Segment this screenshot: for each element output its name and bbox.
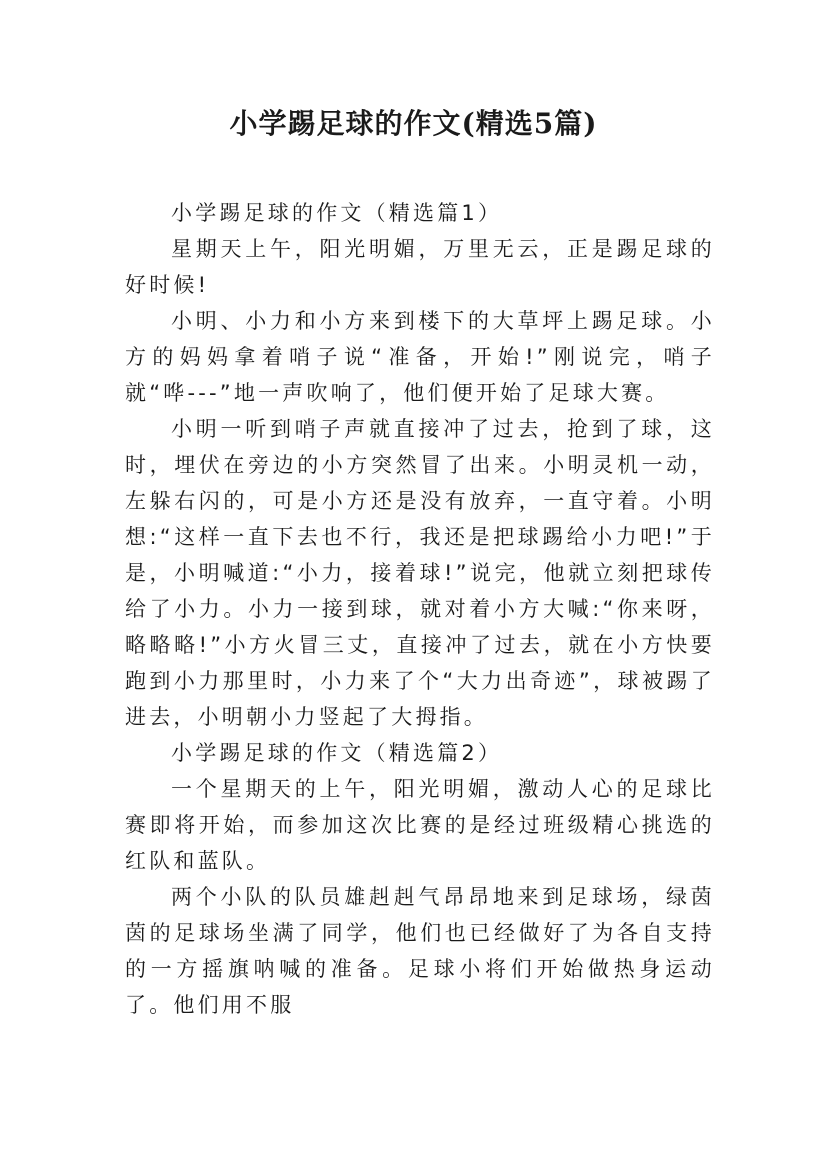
paragraph: 两个小队的队员雄赳赳气昂昂地来到足球场，绿茵茵的足球场坐满了同学，他们也已经做好了为各自支持的一方摇旗呐喊的准备。足球小将们开始做热身运动了。他们用不服 <box>125 885 715 1017</box>
paragraph: 小明、小力和小方来到楼下的大草坪上踢足球。小方的妈妈拿着哨子说“准备，开始!”刚说完，哨子就“哗---”地一声吹响了，他们便开始了足球大赛。 <box>125 309 715 405</box>
paragraph: 小明一听到哨子声就直接冲了过去，抢到了球，这时，埋伏在旁边的小方突然冒了出来。小明灵机一动，左躲右闪的，可是小方还是没有放弃，一直守着。小明想:“这样一直下去也不行，我还是把球踢给小力吧!”于是，小明喊道:“小力，接着球!”说完，他就立刻把球传给了小力。小力一接到球，就对着小方大喊:“你来呀，略略略!”小方火冒三丈，直接冲了过去，就在小方快要跑到小力那里时，小力来了个“大力出奇迹”，球被踢了进去，小明朝小力竖起了大拇指。 <box>125 417 715 729</box>
paragraph: 一个星期天的上午，阳光明媚，激动人心的足球比赛即将开始，而参加这次比赛的是经过班级精心挑选的红队和蓝队。 <box>125 777 715 873</box>
paragraph: 星期天上午，阳光明媚，万里无云，正是踢足球的好时候! <box>125 237 715 297</box>
document-title: 小学踢足球的作文(精选5篇) <box>229 107 598 140</box>
section-heading-1: 小学踢足球的作文（精选篇1） <box>171 201 503 225</box>
section-heading-2: 小学踢足球的作文（精选篇2） <box>171 741 503 765</box>
document-body <box>125 195 715 1023</box>
